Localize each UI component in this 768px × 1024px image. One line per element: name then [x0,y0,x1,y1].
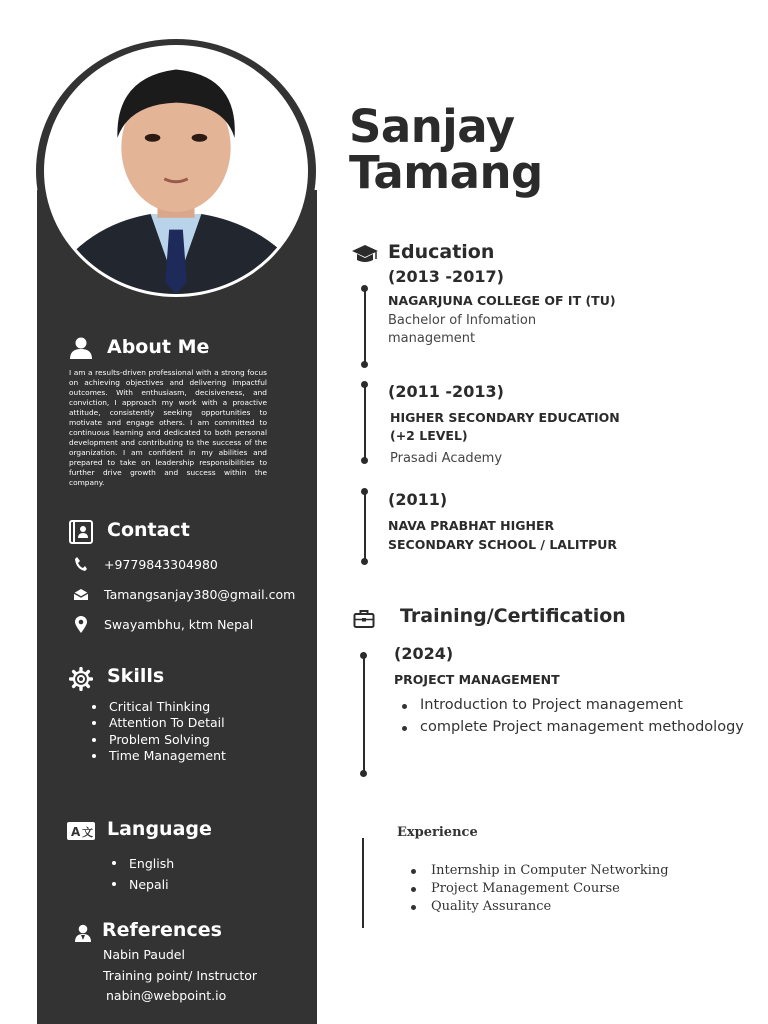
education-years: (2013 -2017) [388,267,504,286]
timeline-line [364,288,366,364]
timeline-dot [361,361,368,368]
education-institution: NAVA PRABHAT HIGHER [388,518,555,533]
location-pin-icon [74,615,88,634]
timeline-dot [361,381,368,388]
language-item: Nepali [109,874,174,895]
experience-line [362,838,364,928]
timeline-dot [361,488,368,495]
reference-email[interactable]: nabin@webpoint.io [106,988,227,1003]
about-title: About Me [107,336,210,358]
education-years: (2011 -2013) [388,382,504,401]
timeline-line [363,655,365,775]
training-item: complete Project management methodology [400,717,750,739]
experience-item: Quality Assurance [410,898,669,916]
contact-phone[interactable]: +9779843304980 [104,556,218,572]
timeline-dot [360,652,367,659]
education-detail: Prasadi Academy [390,451,503,466]
timeline-dot [361,558,368,565]
training-title: Training/Certification [400,605,626,627]
education-institution: (+2 LEVEL) [390,428,468,443]
timeline-dot [360,770,367,777]
skill-item: Critical Thinking [89,699,226,715]
user-icon [69,337,93,359]
training-list [400,695,750,738]
experience-item: Internship in Computer Networking [410,862,669,880]
contact-address: Swayambhu, ktm Nepal [104,616,254,632]
education-institution: HIGHER SECONDARY EDUCATION [390,410,620,425]
references-title: References [102,919,222,941]
contact-phone-row [70,555,315,573]
reference-person-icon [74,923,92,943]
briefcase-icon [353,609,375,629]
mail-icon [73,588,89,601]
skills-list [89,699,226,765]
experience-list [410,862,669,916]
contact-title: Contact [107,519,190,541]
profile-photo [44,45,308,297]
phone-icon [74,556,88,572]
skills-title: Skills [107,665,165,687]
education-years: (2011) [388,490,448,509]
about-text: I am a results-driven professional with a strong focus on achieving objectives and delivering impactful outcomes. With enthusiasm, decisiveness, and conviction, I approach my work with a proactive attitude, consistently seeking opportunities to motivate and engage others. I am committed to continuous learning and dedicated to both personal development and contributing to the success of the organization. I am confident in my abilities and prepared to take on leadership responsibilities to further drive growth and success within the company. [69,368,267,487]
timeline-dot [361,457,368,464]
first-name: Sanjay [349,100,515,153]
svg-text:A: A [71,825,81,839]
graduation-cap-icon [351,244,379,264]
timeline-dot [361,285,368,292]
translate-icon [67,822,95,842]
profile-photo-illustration [47,48,305,294]
sidebar [37,190,317,1024]
reference-role: Training point/ Instructor [103,968,258,983]
skill-item: Problem Solving [89,732,226,748]
education-detail: management [388,331,476,346]
training-course: PROJECT MANAGEMENT [394,672,560,687]
contact-email[interactable]: Tamangsanjay380@gmail.com [104,586,296,602]
last-name: Tamang [349,146,543,199]
svg-text:文: 文 [82,826,93,839]
education-title: Education [388,241,495,263]
gear-icon [69,667,93,691]
education-institution: NAGARJUNA COLLEGE OF IT (TU) [388,293,616,308]
training-year: (2024) [394,644,454,663]
skill-item: Attention To Detail [89,715,226,731]
contact-email-row [70,585,315,603]
timeline-line [364,384,366,460]
contact-card-icon [69,520,93,544]
contact-address-row [70,615,315,633]
education-institution: SECONDARY SCHOOL / LALITPUR [388,537,618,552]
experience-item: Project Management Course [410,880,669,898]
timeline-line [364,491,366,563]
skill-item: Time Management [89,748,226,764]
experience-title: Experience [397,825,478,840]
language-list [109,853,174,895]
education-detail: Bachelor of Infomation [388,313,537,328]
training-item: Introduction to Project management [400,695,750,717]
language-title: Language [107,818,212,840]
reference-name: Nabin Paudel [103,947,185,962]
language-item: English [109,853,174,874]
candidate-name [349,100,543,199]
